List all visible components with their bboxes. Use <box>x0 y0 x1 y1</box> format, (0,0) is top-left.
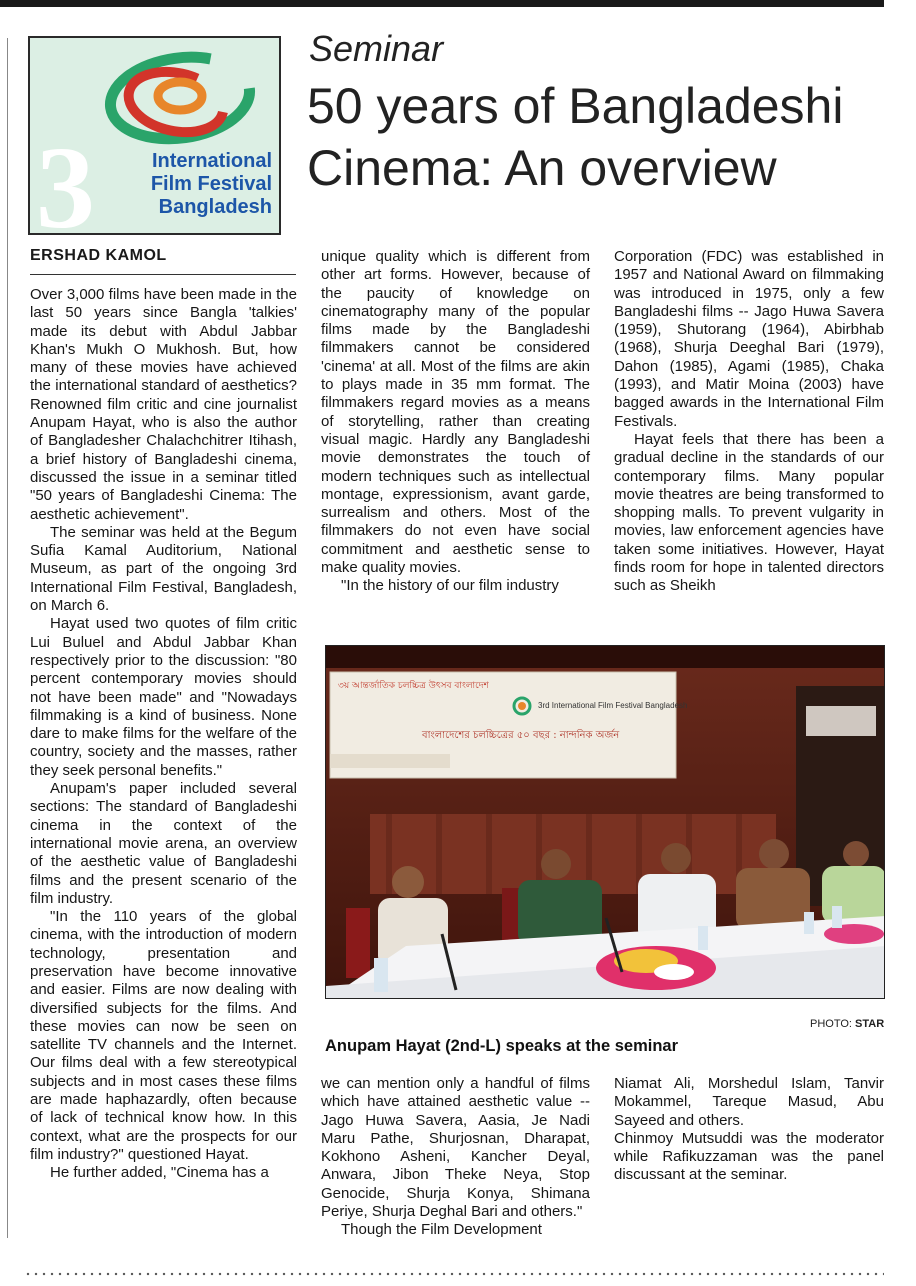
photo-credit-prefix: PHOTO: <box>810 1018 852 1030</box>
paragraph: we can mention only a handful of films which have attained aesthetic value -- Jago Huwa Savera, Aasia, Je Nadi Maru Pathe, Shurjosnan, Dharapat, Kokhono Asheni, Kancher Deyal, Anwara, Jibon Theke Neya, Stop Genocide, Shurja Konya, Shimana Periye, Shurja Deghal Bari and others." <box>321 1075 590 1221</box>
paragraph: Though the Film Development <box>341 1221 542 1239</box>
logo-line-1: International <box>151 150 272 172</box>
photo-banner-bangla-top: ৩য় আন্তর্জাতিক চলচ্চিত্র উৎসব বাংলাদেশ <box>338 681 489 691</box>
paragraph: Niamat Ali, Morshedul Islam, Tanvir Mokammel, Tareque Masud, Abu Sayeed and others. <box>614 1075 884 1129</box>
logo-line-2: Film Festival <box>150 173 272 195</box>
paragraph: Anupam's paper included several sections: The standard of Bangladeshi cinema in the context of the international movie arena, an overview of the aesthetic value of Bangladeshi films and the present scenario of the film industry. <box>30 780 297 907</box>
paragraph: unique quality which is different from other art forms. However, because of the paucity of knowledge on cinematography many of the popular films made by the Bangladeshi filmmakers cannot be considered 'cinema' at all. Most of the films are akin to plays made in 35 mm format. The filmmakers regard movies as a means of storytelling, rather than creating visual magic. Hardly any Bangladeshi movie demonstrates the touch of modern techniques such as intellectual montage, expressionism, avant garde, surrealism and others. Most of the filmmakers do not even have social commitment and aesthetic sense to make quality movies. <box>321 248 590 577</box>
paragraph: "In the 110 years of the global cinema, with the introduction of modern technology, presentation and preservation have become innovative and easier. Films are now dealing with diversified subjects for the films. And these movies can now be seen on satellite TV channels and the Internet. Our films deal with a few stereotypical subjects and in most cases these films are made haphazardly, often because of lack of technical know how. In this context, what are the prospects for our film industry?" questioned Hayat. <box>30 908 297 1163</box>
seminar-photo-scene <box>326 646 885 999</box>
logo-wordmark <box>122 150 272 219</box>
bottom-dotted-rule <box>24 1272 884 1276</box>
logo-number: 3 <box>36 122 95 235</box>
article-column-2 <box>321 248 590 596</box>
article-headline: 50 years of Bangladeshi Cinema: An overview <box>307 78 844 196</box>
article-column-3 <box>614 248 884 596</box>
paragraph: He further added, "Cinema has a <box>50 1164 269 1182</box>
left-margin-rule <box>7 38 8 1238</box>
paragraph: Hayat feels that there has been a gradual decline in the standards of our contemporary films. Many popular movie theatres are being transformed to shopping malls. To prevent vulgarity in movies, law enforcement agencies have taken some initiatives. However, Hayat finds room for hope in talented directors such as Sheikh <box>614 430 884 595</box>
festival-logo <box>28 36 281 235</box>
paragraph: The seminar was held at the Begum Sufia Kamal Auditorium, National Museum, as part of the ongoing 3rd International Film Festival, Bangladesh, on March 6. <box>30 523 297 615</box>
photo-credit <box>810 1018 884 1030</box>
article-column-3-continued <box>614 1075 884 1185</box>
photo-banner-title: 3rd International Film Festival Bangladesh <box>538 701 688 710</box>
top-rule <box>0 0 884 7</box>
byline: ERSHAD KAMOL <box>30 247 167 264</box>
photo-credit-source: STAR <box>855 1018 885 1030</box>
byline-rule <box>30 274 296 275</box>
article-column-2-continued <box>321 1075 590 1240</box>
logo-line-3: Bangladesh <box>158 196 272 218</box>
photo-caption: Anupam Hayat (2nd-L) speaks at the seminar <box>325 1037 679 1055</box>
article-column-1 <box>30 286 297 1183</box>
section-kicker: Seminar <box>309 28 444 69</box>
paragraph: Corporation (FDC) was established in 1957 and National Award on filmmaking was introduced in 1975, only a few Bangladeshi films -- Jago Huwa Savera (1959), Shutorang (1964), Abirbhab (1968), Shurja Deeghal Bari (1979), Dahon (1985), Agami (1985), Chaka (1993), and Matir Moina (2003) have bagged awards in the International Film Festivals. <box>614 248 884 430</box>
paragraph: Chinmoy Mutsuddi was the moderator while Rafikuzzaman was the panel discussant at the seminar. <box>614 1129 884 1184</box>
photo-banner-bangla-main: বাংলাদেশের চলচ্চিত্রের ৫০ বছর : নান্দনিক অর্জন <box>422 730 620 741</box>
paragraph: Hayat used two quotes of film critic Lui Buluel and Abdul Jabbar Khan respectively prior to the discussion: "80 percent contemporary movies should not have been made" and "Nowadays filmmaking is a kind of business. None dare to make films for the welfare of the country, society and the masses, rather they seek personal benefits." <box>30 615 297 779</box>
seminar-photo <box>325 645 885 999</box>
paragraph: Over 3,000 films have been made in the last 50 years since Bangla 'talkies' made its debut with Abdul Jabbar Khan's Mukh O Mukhosh. But, how many of these movies have achieved the international standard of aesthetics? Renowned film critic and cine journalist Anupam Hayat, who is also the author of Bangladesher Chalachchitrer Itihash, a brief history of Bangladeshi cinema, discussed the issue in a seminar titled "50 years of Bangladeshi Cinema: The aesthetic achievement". <box>30 286 297 523</box>
paragraph: "In the history of our film industry <box>341 577 559 595</box>
